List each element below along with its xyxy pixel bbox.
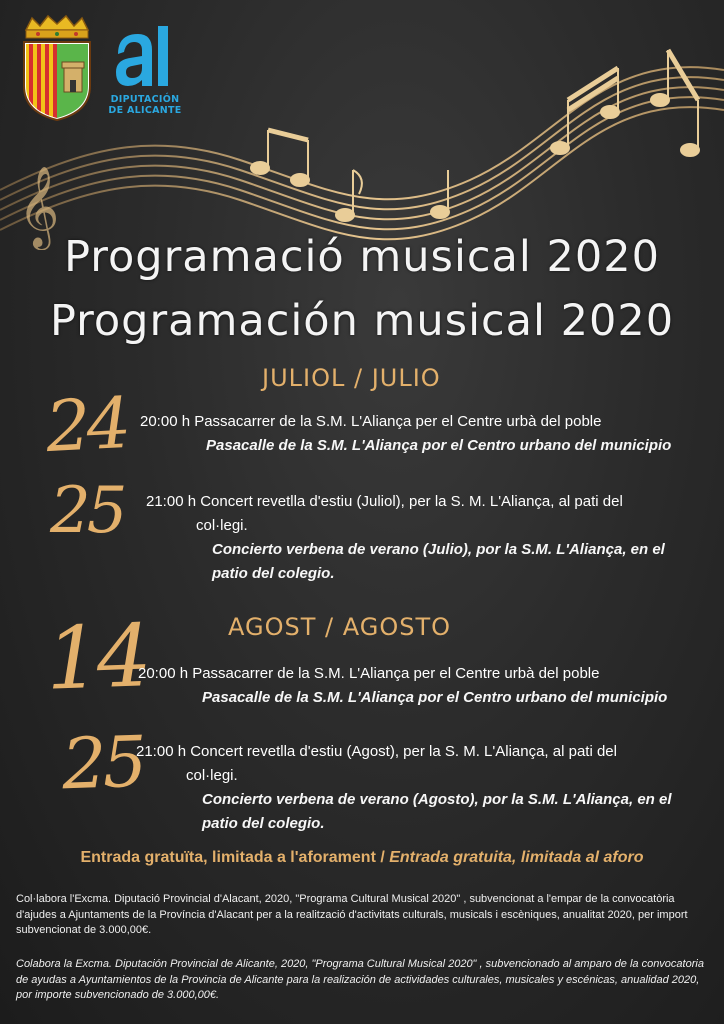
- entry-info-es: Entrada gratuita, limitada al aforo: [389, 849, 644, 866]
- event-day-number: 25: [60, 720, 145, 806]
- event-description-ca: [136, 740, 676, 788]
- event-description-es-line2: patio del colegio.: [202, 815, 325, 832]
- event-description-ca-line2: col·legi.: [186, 767, 238, 784]
- title-valencian: Programació musical 2020: [64, 232, 660, 282]
- entry-info-ca: Entrada gratuïta, limitada a l'aforament /: [80, 849, 390, 866]
- event-description-es-line1: Concierto verbena de verano (Julio), por la S.M. L'Aliança, en el: [212, 541, 665, 558]
- diputacion-name-line1: DIPUTACIÓN: [110, 94, 180, 105]
- event-description-es: Pasacalle de la S.M. L'Aliança por el Centro urbano del municipio: [206, 437, 672, 454]
- event-description-ca: 20:00 h Passacarrer de la S.M. L'Aliança per el Centre urbà del poble: [140, 413, 602, 430]
- diputacion-name-line2: DE ALICANTE: [108, 105, 182, 116]
- month-heading-july: JULIOL / JULIO: [262, 364, 441, 392]
- event-description-es: [202, 788, 672, 836]
- event-description-ca-line1: 21:00 h Concert revetlla d'estiu (Juliol), per la S. M. L'Aliança, al pati del: [146, 493, 623, 510]
- event-day-number: 24: [43, 381, 130, 469]
- svg-text:𝄞: 𝄞: [18, 165, 60, 247]
- event-description-ca-line2: col·legi.: [196, 517, 248, 534]
- event-day-number: 25: [50, 474, 124, 548]
- event-day-number: 14: [44, 606, 150, 710]
- event-description-es-line2: patio del colegio.: [212, 565, 335, 582]
- event-description-ca: [146, 490, 676, 538]
- sponsorship-note-es: Colabora la Excma. Diputación Provincial de Alicante, 2020, "Programa Cultural Musical 2020" , subvencionado al amparo de la convocatoria de ayudas a Ayuntamientos de la Provincia de Alicante para la realización de actividades culturales, musicales y escénicas, anualidad 2020, por importe subvencionado de 3.000,00€.: [16, 958, 704, 1001]
- event-description-ca-line1: 21:00 h Concert revetlla d'estiu (Agost), per la S. M. L'Aliança, al pati del: [136, 743, 617, 760]
- entry-info: [0, 849, 724, 867]
- event-description-ca: 20:00 h Passacarrer de la S.M. L'Aliança per el Centre urbà del poble: [138, 665, 600, 682]
- month-heading-august: AGOST / AGOSTO: [228, 613, 451, 641]
- event-description-es: Pasacalle de la S.M. L'Aliança por el Centro urbano del municipio: [202, 689, 668, 706]
- event-description-es: [212, 538, 672, 586]
- title-spanish: Programación musical 2020: [49, 296, 675, 346]
- event-description-es-line1: Concierto verbena de verano (Agosto), por la S.M. L'Aliança, en el: [202, 791, 672, 808]
- sponsorship-note-ca: Col·labora l'Excma. Diputació Provincial d'Alacant, 2020, "Programa Cultural Musical 2020" , subvencionat a l'empar de la convocatòria d'ajudes a Ajuntaments de la Província d'Alacant per a la realització d'activitats culturals, musicals i escèniques, anualitat 2020, per import subvencionat de 3.000,00€.: [16, 893, 688, 936]
